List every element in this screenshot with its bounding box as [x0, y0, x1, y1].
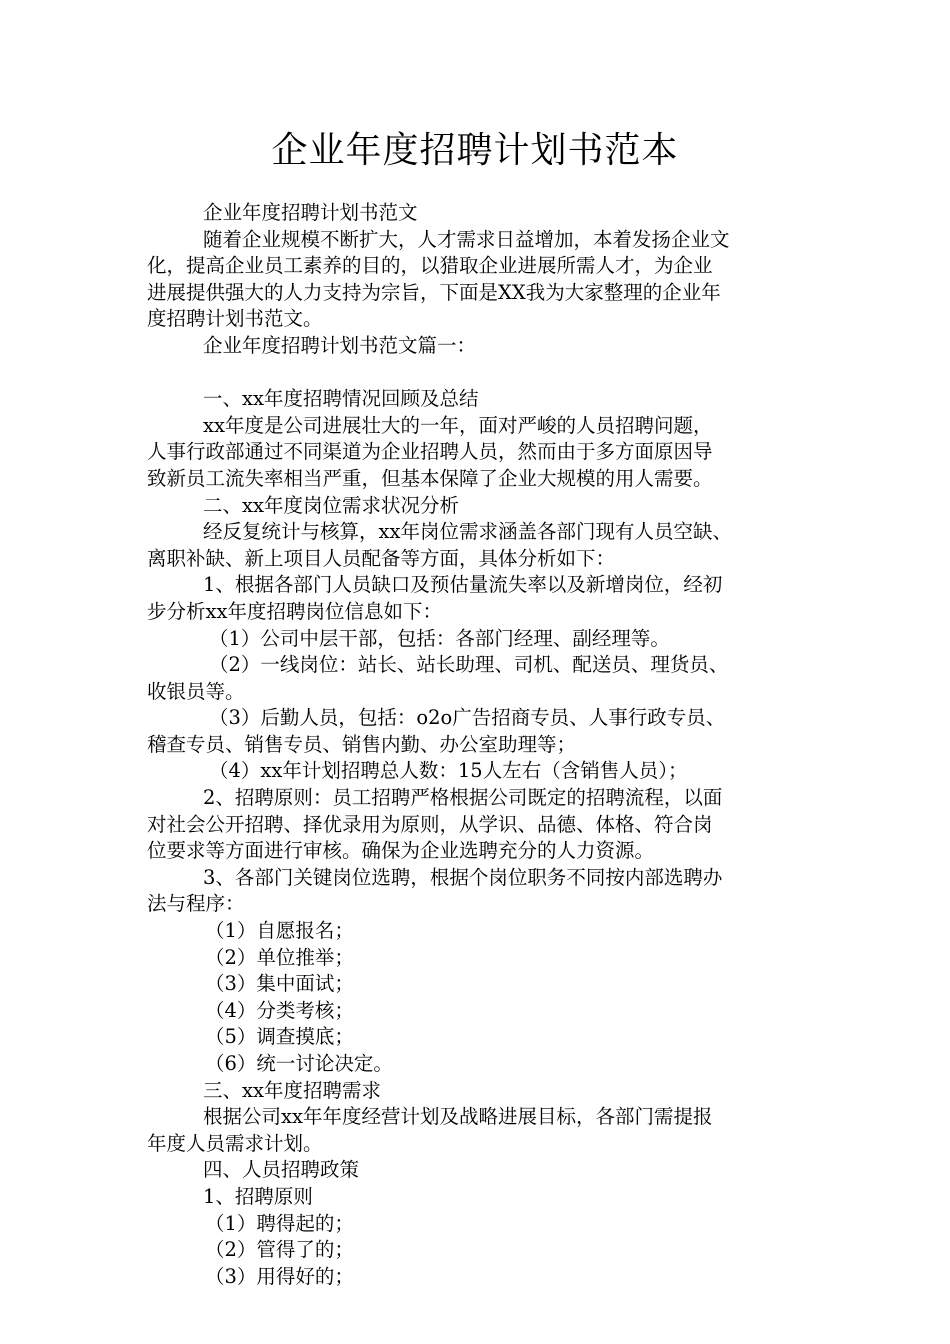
text-line: （3）集中面试； [205, 972, 354, 996]
text-line: 化，提高企业员工素养的目的，以猎取企业进展所需人才，为企业 [147, 254, 713, 278]
text-line: 企业年度招聘计划书范文 [203, 201, 418, 224]
text-line: 收银员等。 [147, 679, 245, 703]
text-line: 经反复统计与核算，xx年岗位需求涵盖各部门现有人员空缺、 [203, 520, 732, 544]
text-line: （6）统一讨论决定。 [205, 1052, 393, 1075]
text-line: 离职补缺、新上项目人员配备等方面，具体分析如下： [147, 546, 616, 570]
text-line: 四、人员招聘政策 [203, 1158, 360, 1182]
text-line: 进展提供强大的人力支持为宗旨，下面是XX我为大家整理的企业年 [147, 280, 721, 304]
text-line: （3）后勤人员，包括：o2o广告招商专员、人事行政专员、 [209, 706, 726, 730]
text-line: 人事行政部通过不同渠道为企业招聘人员，然而由于多方面原因导 [147, 440, 713, 464]
text-line: （1）聘得起的； [205, 1211, 354, 1235]
text-line: 度招聘计划书范文。 [147, 307, 323, 331]
document-title: 企业年度招聘计划书范本 [271, 130, 679, 171]
text-line: 根据公司xx年年度经营计划及战略进展目标，各部门需提报 [203, 1105, 713, 1129]
document-body [147, 200, 823, 1290]
text-line: 3、各部门关键岗位选聘，根据个岗位职务不同按内部选聘办 [203, 865, 723, 889]
text-line: （5）调查摸底； [205, 1025, 354, 1049]
text-line: 对社会公开招聘、择优录用为原则，从学识、品德、体格、符合岗 [147, 812, 713, 836]
text-line: 致新员工流失率相当严重，但基本保障了企业大规模的用人需要。 [147, 466, 713, 490]
text-line: 法与程序： [147, 892, 245, 916]
text-line: （2）管得了的； [205, 1238, 354, 1262]
text-line: 1、招聘原则 [203, 1184, 313, 1208]
text-line: 2、招聘原则：员工招聘严格根据公司既定的招聘流程，以面 [203, 786, 723, 810]
blank-line [147, 360, 823, 387]
text-line: （1）自愿报名； [205, 919, 354, 943]
text-line: 1、根据各部门人员缺口及预估量流失率以及新增岗位，经初 [203, 573, 723, 597]
text-line: （3）用得好的； [205, 1264, 354, 1288]
text-line: 一、xx年度招聘情况回顾及总结 [203, 387, 479, 411]
text-line: 二、xx年度岗位需求状况分析 [203, 493, 459, 517]
text-line: 步分析xx年度招聘岗位信息如下： [147, 599, 442, 623]
text-line: 企业年度招聘计划书范文篇一： [203, 333, 477, 357]
text-line: （2）一线岗位：站长、站长助理、司机、配送员、理货员、 [209, 653, 729, 677]
text-line: （1）公司中层干部，包括：各部门经理、副经理等。 [209, 626, 670, 650]
text-line: （2）单位推举； [205, 945, 354, 969]
text-line: 随着企业规模不断扩大，人才需求日益增加，本着发扬企业文 [203, 227, 730, 251]
text-line: 年度人员需求计划。 [147, 1131, 323, 1155]
text-line: 稽查专员、销售专员、销售内勤、办公室助理等； [147, 732, 577, 756]
text-line: 位要求等方面进行审核。确保为企业选聘充分的人力资源。 [147, 839, 655, 863]
text-line: 三、xx年度招聘需求 [203, 1078, 381, 1102]
text-line: （4）分类考核； [205, 998, 354, 1022]
text-line: （4）xx年计划招聘总人数：15人左右（含销售人员）； [209, 759, 688, 783]
text-line: xx年度是公司进展壮大的一年，面对严峻的人员招聘问题， [203, 413, 713, 437]
